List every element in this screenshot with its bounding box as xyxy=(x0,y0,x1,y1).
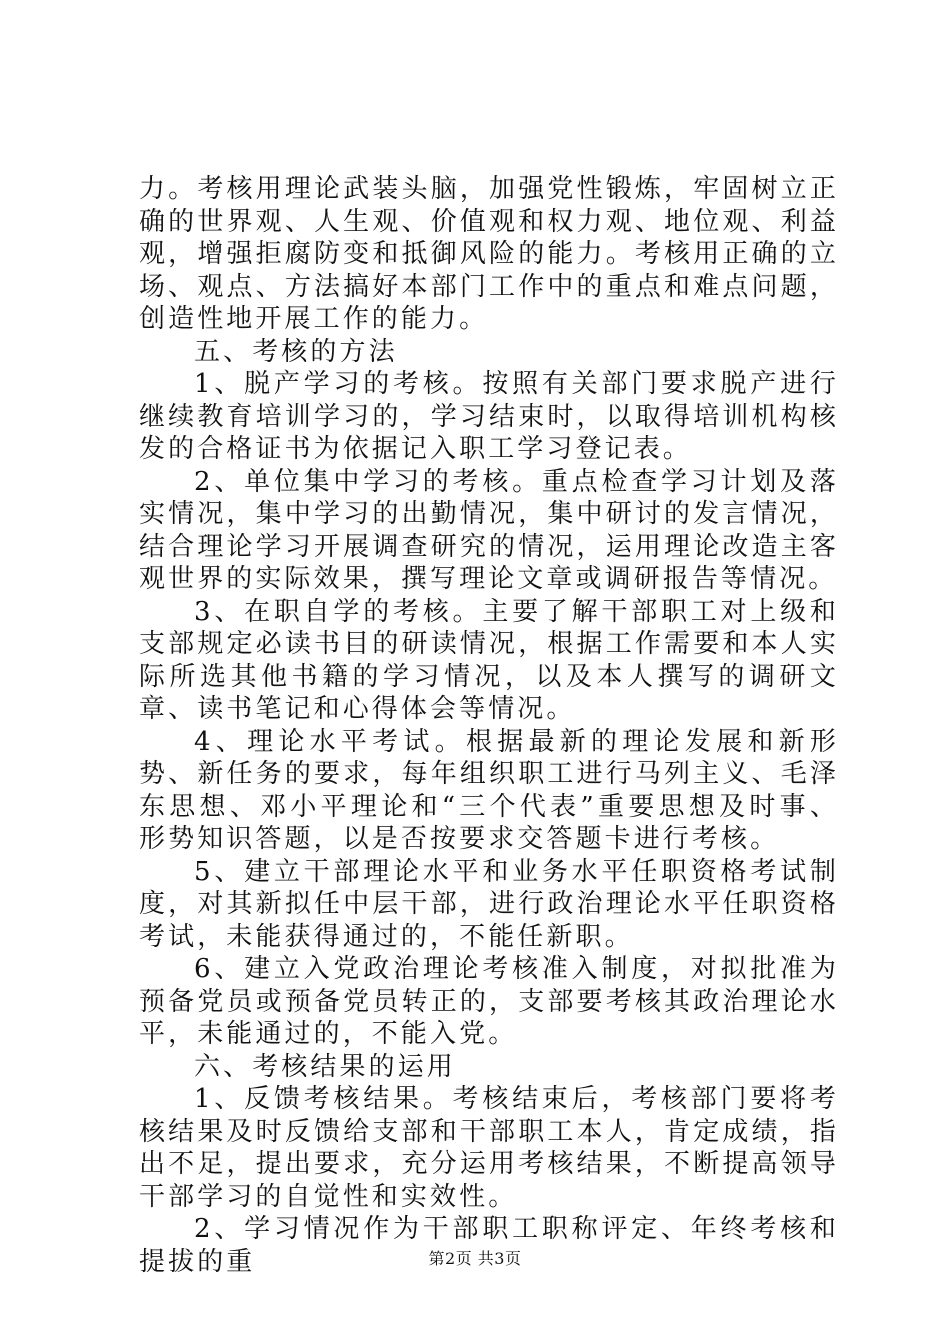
section-heading-results: 六、考核结果的运用 xyxy=(194,1051,456,1082)
paragraph-method-2: 2、单位集中学习的考核。重点检查学习计划及落实情况，集中学习的出勤情况，集中研讨的发言情况，结合理论学习开展调查研究的情况，运用理论改造主客观世界的实际效果，撰写理论文章或调研报告等情况。 xyxy=(139,466,839,594)
paragraph-result-1: 1、反馈考核结果。考核结束后，考核部门要将考核结果及时反馈给支部和干部职工本人，肯定成绩，指出不足，提出要求，充分运用考核结果，不断提高领导干部学习的自觉性和实效性。 xyxy=(139,1084,839,1212)
section-heading-methods: 五、考核的方法 xyxy=(194,336,398,367)
paragraph-continuation: 力。考核用理论武装头脑，加强党性锻炼，牢固树立正确的世界观、人生观、价值观和权力观、地位观、利益观，增强拒腐防变和抵御风险的能力。考核用正确的立场、观点、方法搞好本部门工作中的重点和难点问题，创造性地开展工作的能力。 xyxy=(139,174,839,334)
page-number: 第2页 共3页 xyxy=(428,1249,522,1268)
paragraph-method-6: 6、建立入党政治理论考核准入制度，对拟批准为预备党员或预备党员转正的，支部要考核其政治理论水平，未能通过的，不能入党。 xyxy=(139,954,839,1049)
paragraph-method-3: 3、在职自学的考核。主要了解干部职工对上级和支部规定必读书目的研读情况，根据工作需要和本人实际所选其他书籍的学习情况，以及本人撰写的调研文章、读书笔记和心得体会等情况。 xyxy=(139,596,839,724)
page-footer xyxy=(0,1246,950,1269)
paragraph-method-5: 5、建立干部理论水平和业务水平任职资格考试制度，对其新拟任中层干部，进行政治理论水平任职资格考试，未能获得通过的，不能任新职。 xyxy=(139,856,839,952)
paragraph-result-2: 2、学习情况作为干部职工职称评定、年终考核和提拔的重 xyxy=(139,1214,839,1277)
paragraph-method-1: 1、脱产学习的考核。按照有关部门要求脱产进行继续教育培训学习的，学习结束时，以取得培训机构核发的合格证书为依据记入职工学习登记表。 xyxy=(139,369,839,464)
paragraph-method-4: 4、理论水平考试。根据最新的理论发展和新形势、新任务的要求，每年组织职工进行马列主义、毛泽东思想、邓小平理论和“三个代表”重要思想及时事、形势知识答题，以是否按要求交答题卡进行考核。 xyxy=(139,726,839,854)
document-body xyxy=(139,173,839,1278)
